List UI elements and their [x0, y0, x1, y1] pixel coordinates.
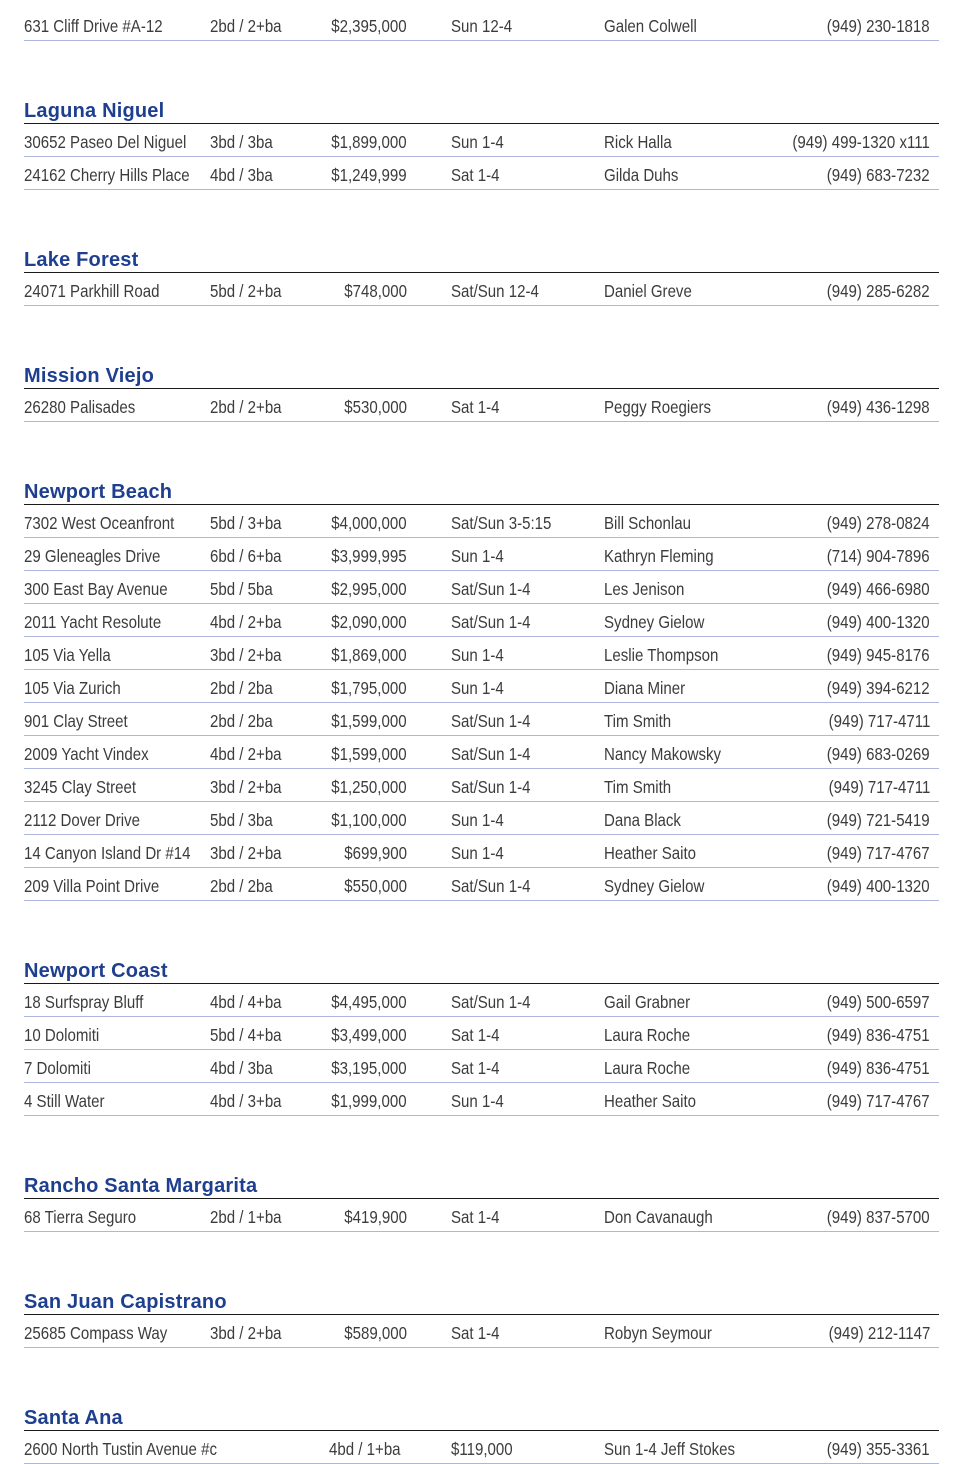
listing-price: $3,195,000	[331, 1058, 407, 1078]
listing-agent: Heather Saito	[604, 843, 697, 863]
listing-agent: Bill Schonlau	[604, 513, 692, 533]
listing-address: 18 Surfspray Bluff	[24, 992, 144, 1012]
listing-phone: (949) 717-4767	[827, 1091, 930, 1111]
listing-price: $1,250,000	[331, 777, 407, 797]
listing-agent: Don Cavanaugh	[604, 1207, 713, 1227]
city-section	[24, 1166, 939, 1232]
listing-open-time: Sat/Sun 1-4	[451, 612, 531, 632]
listing-agent: Galen Colwell	[604, 16, 697, 36]
listing-address: 10 Dolomiti	[24, 1025, 100, 1045]
listing-row	[24, 835, 939, 868]
listing-address: 3245 Clay Street	[24, 777, 137, 797]
listing-agent: Laura Roche	[604, 1025, 691, 1045]
listing-phone: (949) 499-1320 x111	[792, 132, 930, 152]
listing-phone: (949) 212-1147	[828, 1323, 930, 1343]
city-heading	[24, 91, 939, 124]
listing-beds-baths: 4bd / 2+ba	[210, 744, 282, 764]
listing-row	[24, 571, 939, 604]
listing-price: $1,599,000	[331, 711, 407, 731]
listing-address: 68 Tierra Seguro	[24, 1207, 137, 1227]
listing-beds-baths: 2bd / 2ba	[210, 678, 273, 698]
listing-address: 30652 Paseo Del Niguel	[24, 132, 187, 152]
city-section	[24, 91, 939, 190]
listing-row	[24, 505, 939, 538]
listing-price: $2,090,000	[331, 612, 407, 632]
city-section	[24, 1398, 939, 1464]
listing-open-time: Sun 1-4	[451, 678, 504, 698]
listing-address: 14 Canyon Island Dr #14	[24, 843, 191, 863]
listing-phone: (949) 400-1320	[827, 876, 930, 896]
listing-price: $2,395,000	[331, 16, 407, 36]
listing-price: $4,495,000	[331, 992, 407, 1012]
listing-agent: Dana Black	[604, 810, 681, 830]
listing-address: 631 Cliff Drive #A-12	[24, 16, 163, 36]
listing-agent: Diana Miner	[604, 678, 686, 698]
listing-phone: (949) 394-6212	[827, 678, 930, 698]
listing-phone: (949) 355-3361	[827, 1439, 930, 1459]
listing-price: $589,000	[344, 1323, 407, 1343]
listing-row	[24, 1083, 939, 1116]
listing-beds-baths: 5bd / 2+ba	[210, 281, 282, 301]
city-section	[24, 951, 939, 1116]
listing-open-time: Sat 1-4	[451, 1025, 500, 1045]
listing-beds-baths: 4bd / 1+ba	[329, 1439, 401, 1459]
listing-row	[24, 736, 939, 769]
listing-price: $119,000	[451, 1439, 513, 1459]
listing-price: $1,795,000	[331, 678, 407, 698]
listing-open-time: Sat/Sun 3-5:15	[451, 513, 552, 533]
listing-agent: Leslie Thompson	[604, 645, 719, 665]
city-name: Mission Viejo	[24, 365, 155, 387]
listing-address: 25685 Compass Way	[24, 1323, 168, 1343]
city-heading	[24, 1398, 939, 1431]
listing-phone: (949) 436-1298	[827, 397, 930, 417]
listing-price: $1,869,000	[331, 645, 407, 665]
listing-price: $1,599,000	[331, 744, 407, 764]
listing-agent: Robyn Seymour	[604, 1323, 712, 1343]
listing-price: $1,100,000	[331, 810, 407, 830]
listing-agent: Heather Saito	[604, 1091, 697, 1111]
listing-open-time: Sat/Sun 12-4	[451, 281, 539, 301]
listing-phone: (949) 683-7232	[827, 165, 930, 185]
listing-row	[24, 157, 939, 190]
listing-address: 2009 Yacht Vindex	[24, 744, 149, 764]
listing-address: 105 Via Zurich	[24, 678, 121, 698]
listing-beds-baths: 2bd / 2ba	[210, 711, 273, 731]
listing-phone: (949) 230-1818	[827, 16, 930, 36]
listing-beds-baths: 3bd / 3ba	[210, 132, 273, 152]
listing-agent: Kathryn Fleming	[604, 546, 714, 566]
listing-row	[24, 273, 939, 306]
listing-phone: (949) 717-4767	[827, 843, 930, 863]
listing-open-time: Sat/Sun 1-4	[451, 876, 531, 896]
listing-agent: Sydney Gielow	[604, 612, 705, 632]
listing-row	[24, 637, 939, 670]
listing-beds-baths: 5bd / 4+ba	[210, 1025, 282, 1045]
listing-agent: Rick Halla	[604, 132, 672, 152]
listing-address: 24162 Cherry Hills Place	[24, 165, 190, 185]
listing-phone: (949) 836-4751	[827, 1025, 930, 1045]
listing-row	[24, 1017, 939, 1050]
listing-agent: Laura Roche	[604, 1058, 691, 1078]
listing-beds-baths: 5bd / 5ba	[210, 579, 273, 599]
open-house-listings	[24, 0, 939, 1464]
listing-phone: (949) 466-6980	[827, 579, 930, 599]
listing-beds-baths: 5bd / 3+ba	[210, 513, 282, 533]
listing-phone: (949) 721-5419	[827, 810, 930, 830]
listing-row	[24, 670, 939, 703]
listing-beds-baths: 3bd / 2+ba	[210, 645, 282, 665]
listing-row	[24, 8, 939, 41]
listing-row	[24, 1199, 939, 1232]
listing-open-time: Sat 1-4	[451, 1323, 500, 1343]
listing-open-time: Sat 1-4	[451, 1207, 500, 1227]
city-section	[24, 472, 939, 901]
listing-row	[24, 389, 939, 422]
listing-phone: (949) 500-6597	[827, 992, 930, 1012]
city-section	[24, 240, 939, 306]
city-heading	[24, 1166, 939, 1199]
listing-open-time: Sat 1-4	[451, 1058, 500, 1078]
listing-agent: Tim Smith	[604, 711, 672, 731]
listing-address: 2112 Dover Drive	[24, 810, 140, 830]
city-name: San Juan Capistrano	[24, 1291, 227, 1313]
listing-row	[24, 802, 939, 835]
listing-beds-baths: 4bd / 3ba	[210, 1058, 273, 1078]
listing-beds-baths: 3bd / 2+ba	[210, 1323, 282, 1343]
listing-price: $1,249,999	[331, 165, 407, 185]
listing-beds-baths: 3bd / 2+ba	[210, 777, 282, 797]
listing-row	[24, 1315, 939, 1348]
listing-open-time: Sat/Sun 1-4	[451, 992, 531, 1012]
listing-price: $748,000	[344, 281, 407, 301]
listing-price: $3,499,000	[331, 1025, 407, 1045]
listing-beds-baths: 5bd / 3ba	[210, 810, 273, 830]
listing-agent: Nancy Makowsky	[604, 744, 722, 764]
listing-agent: Tim Smith	[604, 777, 672, 797]
listing-phone: (949) 683-0269	[827, 744, 930, 764]
city-sections	[24, 91, 939, 1464]
listing-agent: Peggy Roegiers	[604, 397, 712, 417]
listing-open-time: Sat/Sun 1-4	[451, 711, 531, 731]
listing-open-time: Sat/Sun 1-4	[451, 744, 531, 764]
listing-agent: Gail Grabner	[604, 992, 691, 1012]
listing-phone: (949) 285-6282	[827, 281, 930, 301]
listing-row	[24, 703, 939, 736]
listing-phone: (949) 717-4711	[828, 777, 930, 797]
listing-agent: Gilda Duhs	[604, 165, 679, 185]
listing-beds-baths: 6bd / 6+ba	[210, 546, 282, 566]
listing-open-time: Sat/Sun 1-4	[451, 777, 531, 797]
listing-price: $1,999,000	[331, 1091, 407, 1111]
listing-phone: (949) 717-4711	[828, 711, 930, 731]
listing-price: $4,000,000	[331, 513, 407, 533]
listing-address: 2011 Yacht Resolute	[24, 612, 162, 632]
listing-phone: (949) 945-8176	[827, 645, 930, 665]
listing-agent: Sydney Gielow	[604, 876, 705, 896]
listing-address: 105 Via Yella	[24, 645, 111, 665]
city-heading	[24, 240, 939, 273]
listing-open-time: Sat 1-4	[451, 165, 500, 185]
listing-open-time: Sun 1-4	[451, 810, 504, 830]
listing-row	[24, 984, 939, 1017]
listing-agent: Les Jenison	[604, 579, 685, 599]
listing-row	[24, 1050, 939, 1083]
listing-open-time: Sun 1-4	[451, 645, 504, 665]
listing-beds-baths: 2bd / 1+ba	[210, 1207, 282, 1227]
city-heading	[24, 1282, 939, 1315]
listing-price: $2,995,000	[331, 579, 407, 599]
city-name: Newport Beach	[24, 481, 173, 503]
listing-row	[24, 769, 939, 802]
listing-address: 901 Clay Street	[24, 711, 128, 731]
listing-beds-baths: 3bd / 2+ba	[210, 843, 282, 863]
listing-address: 7 Dolomiti	[24, 1058, 91, 1078]
listing-open-time: Sun 1-4	[451, 843, 504, 863]
listing-open-time: Sat/Sun 1-4	[451, 579, 531, 599]
city-section	[24, 1282, 939, 1348]
listing-open-time: Sun 12-4	[451, 16, 513, 36]
listing-address: 209 Villa Point Drive	[24, 876, 160, 896]
city-name: Lake Forest	[24, 249, 139, 271]
listing-price: $550,000	[344, 876, 407, 896]
listing-price: $530,000	[344, 397, 407, 417]
city-name: Laguna Niguel	[24, 100, 165, 122]
listing-beds-baths: 2bd / 2ba	[210, 876, 273, 896]
city-section	[24, 356, 939, 422]
listing-open-time: Sun 1-4	[451, 132, 504, 152]
listing-address: 29 Gleneagles Drive	[24, 546, 161, 566]
listing-open-time: Sun 1-4	[451, 546, 504, 566]
listing-phone: (949) 400-1320	[827, 612, 930, 632]
listing-beds-baths: 4bd / 4+ba	[210, 992, 282, 1012]
listing-phone: (949) 837-5700	[827, 1207, 930, 1227]
listing-beds-baths: 4bd / 3ba	[210, 165, 273, 185]
listing-beds-baths: 2bd / 2+ba	[210, 397, 282, 417]
listing-agent: Daniel Greve	[604, 281, 692, 301]
listing-row	[24, 124, 939, 157]
listing-address: 26280 Palisades	[24, 397, 136, 417]
listing-row	[24, 868, 939, 901]
listing-address: 4 Still Water	[24, 1091, 105, 1111]
listing-phone: (949) 278-0824	[827, 513, 930, 533]
listing-open-time: Sun 1-4	[451, 1091, 504, 1111]
listing-phone: (949) 836-4751	[827, 1058, 930, 1078]
listing-price: $1,899,000	[331, 132, 407, 152]
listing-beds-baths: 4bd / 2+ba	[210, 612, 282, 632]
listing-row	[24, 604, 939, 637]
listing-price: $699,900	[344, 843, 407, 863]
listing-row	[24, 538, 939, 571]
city-heading	[24, 472, 939, 505]
listing-beds-baths: 2bd / 2+ba	[210, 16, 282, 36]
city-heading	[24, 951, 939, 984]
listing-beds-baths: 4bd / 3+ba	[210, 1091, 282, 1111]
city-name: Newport Coast	[24, 960, 168, 982]
city-heading	[24, 356, 939, 389]
listing-address: 7302 West Oceanfront	[24, 513, 175, 533]
listing-open-time: Sun 1-4 Jeff Stokes	[604, 1439, 736, 1459]
listing-price: $3,999,995	[331, 546, 407, 566]
listing-address: 24071 Parkhill Road	[24, 281, 160, 301]
listing-address: 300 East Bay Avenue	[24, 579, 168, 599]
listing-phone: (714) 904-7896	[827, 546, 930, 566]
city-name: Santa Ana	[24, 1407, 123, 1429]
listing-price: $419,900	[344, 1207, 407, 1227]
listing-address: 2600 North Tustin Avenue #c	[24, 1439, 218, 1459]
listing-open-time: Sat 1-4	[451, 397, 500, 417]
city-name: Rancho Santa Margarita	[24, 1175, 258, 1197]
listing-row	[24, 1431, 939, 1464]
